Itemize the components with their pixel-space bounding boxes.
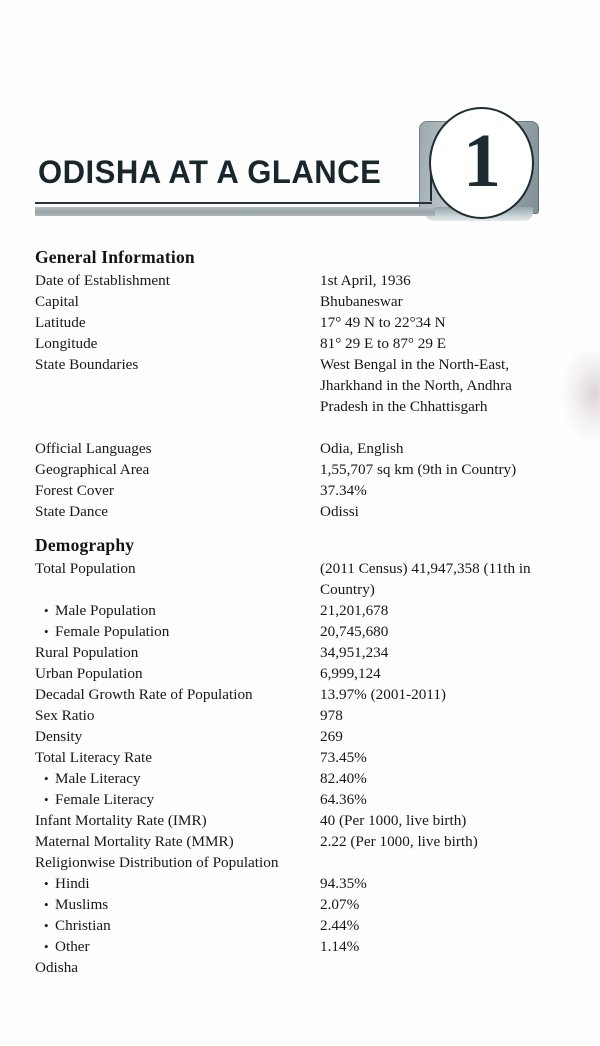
info-label: Rural Population — [35, 644, 139, 661]
chapter-number-badge — [429, 107, 534, 219]
info-row — [0, 810, 600, 831]
info-label: Official Languages — [35, 440, 152, 457]
info-row — [0, 291, 600, 312]
title-rule-thick — [35, 207, 435, 216]
info-value — [320, 558, 570, 600]
info-value — [320, 642, 570, 663]
info-row — [0, 831, 600, 852]
info-row — [0, 459, 600, 480]
info-value-line: Odia, English — [320, 440, 404, 457]
info-label: Total Population — [35, 560, 136, 577]
row-spacer — [0, 417, 600, 438]
info-row-bullet — [0, 894, 600, 915]
info-value — [320, 705, 570, 726]
info-value-line: 94.35% — [320, 875, 367, 892]
info-value-line: 13.97% (2001-2011) — [320, 686, 446, 703]
info-value-line: 269 — [320, 728, 343, 745]
info-value-line: 1.14% — [320, 938, 360, 955]
info-value-line: 40 (Per 1000, live birth) — [320, 812, 467, 829]
info-value-line: 81° 29 E to 87° 29 E — [320, 335, 447, 352]
info-label: Decadal Growth Rate of Population — [35, 686, 253, 703]
info-label: Date of Establishment — [35, 272, 170, 289]
info-label: • Female Population — [55, 621, 169, 642]
info-label: State Dance — [35, 503, 108, 520]
info-label: • Male Literacy — [55, 768, 141, 789]
section-heading: General Information — [35, 247, 195, 267]
info-label: Maternal Mortality Rate (MMR) — [35, 833, 234, 850]
info-label: Capital — [35, 293, 79, 310]
info-value — [320, 354, 570, 417]
info-value-line: 34,951,234 — [320, 644, 389, 661]
info-value-line: Jharkhand in the North, Andhra — [320, 377, 512, 394]
info-row — [0, 726, 600, 747]
info-value — [320, 438, 570, 459]
info-value — [320, 915, 570, 936]
info-value — [320, 621, 570, 642]
info-value — [320, 726, 570, 747]
info-value — [320, 684, 570, 705]
info-label: • Other — [55, 936, 90, 957]
info-row-bullet — [0, 789, 600, 810]
info-label: Religionwise Distribution of Population — [35, 854, 279, 871]
info-row-bullet — [0, 873, 600, 894]
info-value-line: 6,999,124 — [320, 665, 381, 682]
info-value-line: 73.45% — [320, 749, 367, 766]
chapter-header — [0, 103, 600, 223]
info-value — [320, 810, 570, 831]
info-value-line: Odissi — [320, 503, 359, 520]
section-heading: Demography — [35, 535, 135, 555]
info-row — [0, 684, 600, 705]
info-value-line: 64.36% — [320, 791, 367, 808]
info-row — [0, 663, 600, 684]
info-value-line: Bhubaneswar — [320, 293, 403, 310]
info-label: Forest Cover — [35, 482, 114, 499]
info-row — [0, 747, 600, 768]
info-row — [0, 270, 600, 291]
info-value — [320, 333, 570, 354]
info-label: Urban Population — [35, 665, 143, 682]
info-value — [320, 747, 570, 768]
info-row-bullet — [0, 915, 600, 936]
info-label: Longitude — [35, 335, 98, 352]
info-value-line: 2.22 (Per 1000, live birth) — [320, 833, 478, 850]
info-row — [0, 558, 600, 600]
info-value — [320, 663, 570, 684]
info-value — [320, 873, 570, 894]
info-value-line: 2.44% — [320, 917, 360, 934]
info-value — [320, 600, 570, 621]
info-value-line: Pradesh in the Chhattisgarh — [320, 398, 488, 415]
info-row — [0, 333, 600, 354]
info-value — [320, 789, 570, 810]
footer-text: Odisha — [35, 959, 79, 976]
info-label: Latitude — [35, 314, 86, 331]
info-label: • Muslims — [55, 894, 108, 915]
info-value-line: 82.40% — [320, 770, 367, 787]
info-value-line: West Bengal in the North-East, — [320, 356, 509, 373]
chapter-title-box — [30, 151, 432, 201]
info-row — [0, 312, 600, 333]
info-label: • Hindi — [55, 873, 90, 894]
info-row — [0, 642, 600, 663]
info-label: Geographical Area — [35, 461, 150, 478]
info-label: • Female Literacy — [55, 789, 154, 810]
info-label: • Christian — [55, 915, 111, 936]
info-value-line: 1,55,707 sq km (9th in Country) — [320, 461, 517, 478]
info-value-line: Country) — [320, 581, 375, 598]
info-value — [320, 831, 570, 852]
info-label: Infant Mortality Rate (IMR) — [35, 812, 207, 829]
info-label: Sex Ratio — [35, 707, 95, 724]
info-row — [0, 705, 600, 726]
title-rule-thin — [35, 202, 432, 204]
info-row — [0, 438, 600, 459]
info-value — [320, 312, 570, 333]
info-value — [320, 459, 570, 480]
page-title: ODISHA AT A GLANCE — [38, 154, 382, 190]
info-value-line: (2011 Census) 41,947,358 (11th in — [320, 560, 531, 577]
info-row-bullet — [0, 768, 600, 789]
info-value — [320, 894, 570, 915]
info-label: • Male Population — [55, 600, 156, 621]
info-value — [320, 768, 570, 789]
info-row-bullet — [0, 936, 600, 957]
info-value-line: 17° 49 N to 22°34 N — [320, 314, 446, 331]
info-value-line: 2.07% — [320, 896, 360, 913]
info-row — [0, 480, 600, 501]
info-label: Density — [35, 728, 83, 745]
info-value — [320, 936, 570, 957]
info-value — [320, 480, 570, 501]
info-value — [320, 291, 570, 312]
info-row — [0, 501, 600, 522]
info-value-line: 37.34% — [320, 482, 367, 499]
info-label: State Boundaries — [35, 356, 139, 373]
chapter-number: 1 — [463, 119, 500, 203]
document-body — [0, 246, 600, 978]
info-value-line: 1st April, 1936 — [320, 272, 411, 289]
info-row-bullet — [0, 621, 600, 642]
info-row-bullet — [0, 600, 600, 621]
info-value-line: 20,745,680 — [320, 623, 389, 640]
info-value — [320, 270, 570, 291]
info-label: Total Literacy Rate — [35, 749, 153, 766]
info-row — [0, 354, 600, 417]
info-row — [0, 852, 600, 873]
info-value-line: 978 — [320, 707, 343, 724]
info-value — [320, 501, 570, 522]
info-value-line: 21,201,678 — [320, 602, 389, 619]
